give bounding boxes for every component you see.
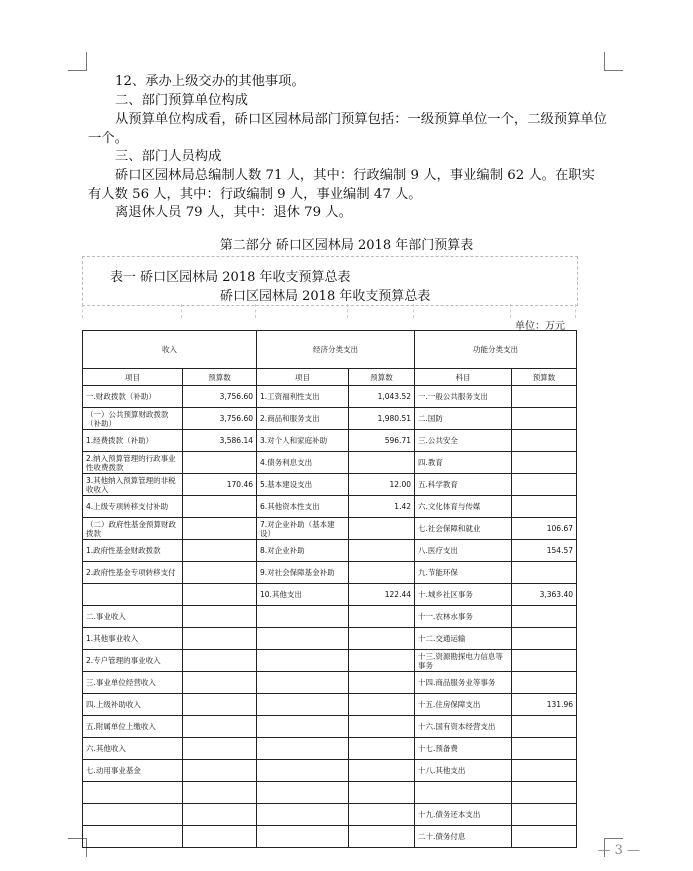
econ-item-cell: 6.其他资本性支出 <box>257 496 349 518</box>
income-item-cell: （二）政府性基金预算财政拨款 <box>83 518 183 540</box>
income-amount-cell <box>183 562 257 584</box>
func-subject-cell: 二十.债务付息 <box>415 826 512 848</box>
econ-amount-cell <box>349 760 415 782</box>
income-amount-cell: 170.46 <box>183 474 257 496</box>
func-amount-cell <box>512 738 577 760</box>
func-amount-cell <box>512 804 577 826</box>
income-amount-cell <box>183 672 257 694</box>
econ-item-cell: 1.工资福利性支出 <box>257 386 349 408</box>
income-item-cell: 2.政府性基金专项转移支付 <box>83 562 183 584</box>
func-subject-cell: 三.公共安全 <box>415 430 512 452</box>
table-row <box>83 738 577 760</box>
income-amount-cell: 3,586.14 <box>183 430 257 452</box>
func-amount-cell <box>512 716 577 738</box>
header-row-columns <box>83 369 577 386</box>
income-amount-cell <box>183 650 257 672</box>
econ-amount-cell <box>349 540 415 562</box>
income-amount-cell <box>183 496 257 518</box>
econ-amount-cell: 1,043.52 <box>349 386 415 408</box>
econ-item-cell: 3.对个人和家庭补助 <box>257 430 349 452</box>
crop-mark-top-right <box>604 52 623 71</box>
income-amount-cell <box>183 716 257 738</box>
col-item: 项目 <box>257 369 349 386</box>
col-budget: 预算数 <box>349 369 415 386</box>
func-amount-cell: 131.96 <box>512 694 577 716</box>
table-row <box>83 760 577 782</box>
income-amount-cell <box>183 584 257 606</box>
func-subject-cell: 十八.其他支出 <box>415 760 512 782</box>
econ-item-cell: 10.其他支出 <box>257 584 349 606</box>
func-subject-cell: 一.一般公共服务支出 <box>415 386 512 408</box>
income-item-cell: 2.专户管理的事业收入 <box>83 650 183 672</box>
func-expense-header: 功能分类支出 <box>415 331 577 369</box>
econ-amount-cell: 1,980.51 <box>349 408 415 430</box>
func-subject-cell: 八.医疗支出 <box>415 540 512 562</box>
income-item-cell: 六.其他收入 <box>83 738 183 760</box>
econ-amount-cell <box>349 782 415 804</box>
func-subject-cell <box>415 782 512 804</box>
income-amount-cell <box>183 540 257 562</box>
table-row <box>83 408 577 430</box>
col-subject: 科目 <box>415 369 512 386</box>
section-2-body: 从预算单位构成看，硚口区园林局部门预算包括：一级预算单位一个，二级预算单位一个。 <box>88 112 607 146</box>
table-row <box>83 672 577 694</box>
income-item-cell: 四.上级补助收入 <box>83 694 183 716</box>
table-row <box>83 562 577 584</box>
func-subject-cell: 十三.资源勘探电力信息等事务 <box>415 650 512 672</box>
econ-item-cell <box>257 760 349 782</box>
func-amount-cell: 154.57 <box>512 540 577 562</box>
income-amount-cell <box>183 760 257 782</box>
income-item-cell <box>83 584 183 606</box>
func-amount-cell <box>512 496 577 518</box>
income-amount-cell <box>183 518 257 540</box>
income-item-cell: 五.附属单位上缴收入 <box>83 716 183 738</box>
func-amount-cell <box>512 760 577 782</box>
func-subject-cell: 十一.农林水事务 <box>415 606 512 628</box>
section-2-heading: 二、部门预算单位构成 <box>115 93 248 108</box>
table-row <box>83 606 577 628</box>
part-title: 第二部分 硚口区园林局 2018 年部门预算表 <box>219 238 474 253</box>
econ-item-cell <box>257 650 349 672</box>
income-amount-cell <box>183 628 257 650</box>
table-row <box>83 540 577 562</box>
econ-item-cell <box>257 738 349 760</box>
income-item-cell: 3.其他纳入预算管理的非税收收入 <box>83 474 183 496</box>
econ-amount-cell: 122.44 <box>349 584 415 606</box>
header-row-groups <box>83 331 577 369</box>
table-row <box>83 716 577 738</box>
econ-item-cell <box>257 782 349 804</box>
func-amount-cell <box>512 650 577 672</box>
income-amount-cell <box>183 452 257 474</box>
func-amount-cell <box>512 562 577 584</box>
econ-item-cell: 2.商品和服务支出 <box>257 408 349 430</box>
econ-item-cell: 8.对企业补助 <box>257 540 349 562</box>
spreadsheet-gridlines <box>82 304 576 318</box>
income-item-cell: 1.政府性基金财政拨款 <box>83 540 183 562</box>
econ-item-cell: 9.对社会保障基金补助 <box>257 562 349 584</box>
budget-summary-table <box>82 330 577 848</box>
econ-amount-cell <box>349 562 415 584</box>
econ-item-cell: 7.对企业补助（基本建设） <box>257 518 349 540</box>
func-amount-cell <box>512 430 577 452</box>
func-subject-cell: 十四.商品服务业等事务 <box>415 672 512 694</box>
func-amount-cell <box>512 386 577 408</box>
table-row <box>83 474 577 496</box>
income-item-cell: 2.纳入预算管理的行政事业性收费拨款 <box>83 452 183 474</box>
econ-item-cell <box>257 716 349 738</box>
income-amount-cell <box>183 694 257 716</box>
econ-amount-cell <box>349 452 415 474</box>
func-subject-cell: 二.国防 <box>415 408 512 430</box>
income-item-cell: 一.财政拨款（补助） <box>83 386 183 408</box>
econ-amount-cell: 596.71 <box>349 430 415 452</box>
income-item-cell: 1.经费拨款（补助） <box>83 430 183 452</box>
econ-amount-cell <box>349 716 415 738</box>
func-subject-cell: 十二.交通运输 <box>415 628 512 650</box>
table-row <box>83 804 577 826</box>
income-item-cell: 三.事业单位经营收入 <box>83 672 183 694</box>
func-amount-cell: 106.67 <box>512 518 577 540</box>
income-amount-cell <box>183 782 257 804</box>
econ-expense-header: 经济分类支出 <box>257 331 415 369</box>
func-subject-cell: 七.社会保障和就业 <box>415 518 512 540</box>
func-amount-cell <box>512 628 577 650</box>
func-amount-cell <box>512 452 577 474</box>
func-amount-cell <box>512 474 577 496</box>
table-row <box>83 628 577 650</box>
col-budget: 预算数 <box>183 369 257 386</box>
table-row <box>83 518 577 540</box>
table-row <box>83 782 577 804</box>
income-header: 收入 <box>83 331 257 369</box>
econ-item-cell <box>257 804 349 826</box>
econ-amount-cell: 12.00 <box>349 474 415 496</box>
table-row <box>83 496 577 518</box>
page-number: — 3 — <box>597 843 640 858</box>
func-subject-cell: 九.节能环保 <box>415 562 512 584</box>
income-amount-cell: 3,756.60 <box>183 386 257 408</box>
econ-item-cell <box>257 694 349 716</box>
func-subject-cell: 五.科学教育 <box>415 474 512 496</box>
econ-item-cell <box>257 606 349 628</box>
income-item-cell <box>83 804 183 826</box>
econ-item-cell <box>257 628 349 650</box>
income-item-cell: （一）公共预算财政拨款（补助） <box>83 408 183 430</box>
table-row <box>83 430 577 452</box>
item-12-text: 12、承办上级交办的其他事项。 <box>115 74 305 89</box>
func-subject-cell: 六.文化体育与传媒 <box>415 496 512 518</box>
func-amount-cell <box>512 672 577 694</box>
func-subject-cell: 十七.预备费 <box>415 738 512 760</box>
econ-amount-cell <box>349 738 415 760</box>
econ-amount-cell <box>349 650 415 672</box>
section-3-body: 硚口区园林局总编制人数 71 人，其中：行政编制 9 人，事业编制 62 人。在职实有人数 56 人，其中：行政编制 9 人，事业编制 47 人。 <box>88 168 595 202</box>
econ-amount-cell <box>349 672 415 694</box>
income-item-cell: 七.动用事业基金 <box>83 760 183 782</box>
func-amount-cell: 3,363.40 <box>512 584 577 606</box>
func-subject-cell: 十.城乡社区事务 <box>415 584 512 606</box>
income-amount-cell <box>183 606 257 628</box>
income-item-cell: 4.上级专项转移支付补助 <box>83 496 183 518</box>
table-title: 硚口区园林局 2018 年收支预算总表 <box>220 289 431 304</box>
table-row <box>83 452 577 474</box>
table-row <box>83 694 577 716</box>
table-row <box>83 386 577 408</box>
section-3-heading: 三、部门人员构成 <box>115 149 222 164</box>
income-amount-cell: 3,756.60 <box>183 408 257 430</box>
econ-amount-cell <box>349 628 415 650</box>
crop-mark-top-left <box>68 52 87 71</box>
income-item-cell: 1.其他事业收入 <box>83 628 183 650</box>
econ-item-cell: 4.债务利息支出 <box>257 452 349 474</box>
econ-amount-cell <box>349 694 415 716</box>
retired-staff-text: 离退休人员 79 人，其中：退休 79 人。 <box>115 205 352 220</box>
econ-item-cell: 5.基本建设支出 <box>257 474 349 496</box>
table-row <box>83 650 577 672</box>
col-item: 项目 <box>83 369 183 386</box>
income-amount-cell <box>183 804 257 826</box>
econ-amount-cell <box>349 804 415 826</box>
col-budget: 预算数 <box>512 369 577 386</box>
func-amount-cell <box>512 408 577 430</box>
table-caption: 表一 硚口区园林局 2018 年收支预算总表 <box>110 270 351 285</box>
econ-amount-cell <box>349 606 415 628</box>
income-item-cell <box>83 782 183 804</box>
func-subject-cell: 十六.国有资本经营支出 <box>415 716 512 738</box>
income-item-cell: 二.事业收入 <box>83 606 183 628</box>
func-subject-cell: 四.教育 <box>415 452 512 474</box>
func-amount-cell <box>512 606 577 628</box>
func-amount-cell <box>512 782 577 804</box>
func-subject-cell: 十九.债务还本支出 <box>415 804 512 826</box>
econ-amount-cell <box>349 518 415 540</box>
econ-amount-cell: 1.42 <box>349 496 415 518</box>
table-row <box>83 584 577 606</box>
func-subject-cell: 十五.住房保障支出 <box>415 694 512 716</box>
income-amount-cell <box>183 738 257 760</box>
unit-label: 单位：万元 <box>515 321 565 332</box>
econ-item-cell <box>257 672 349 694</box>
